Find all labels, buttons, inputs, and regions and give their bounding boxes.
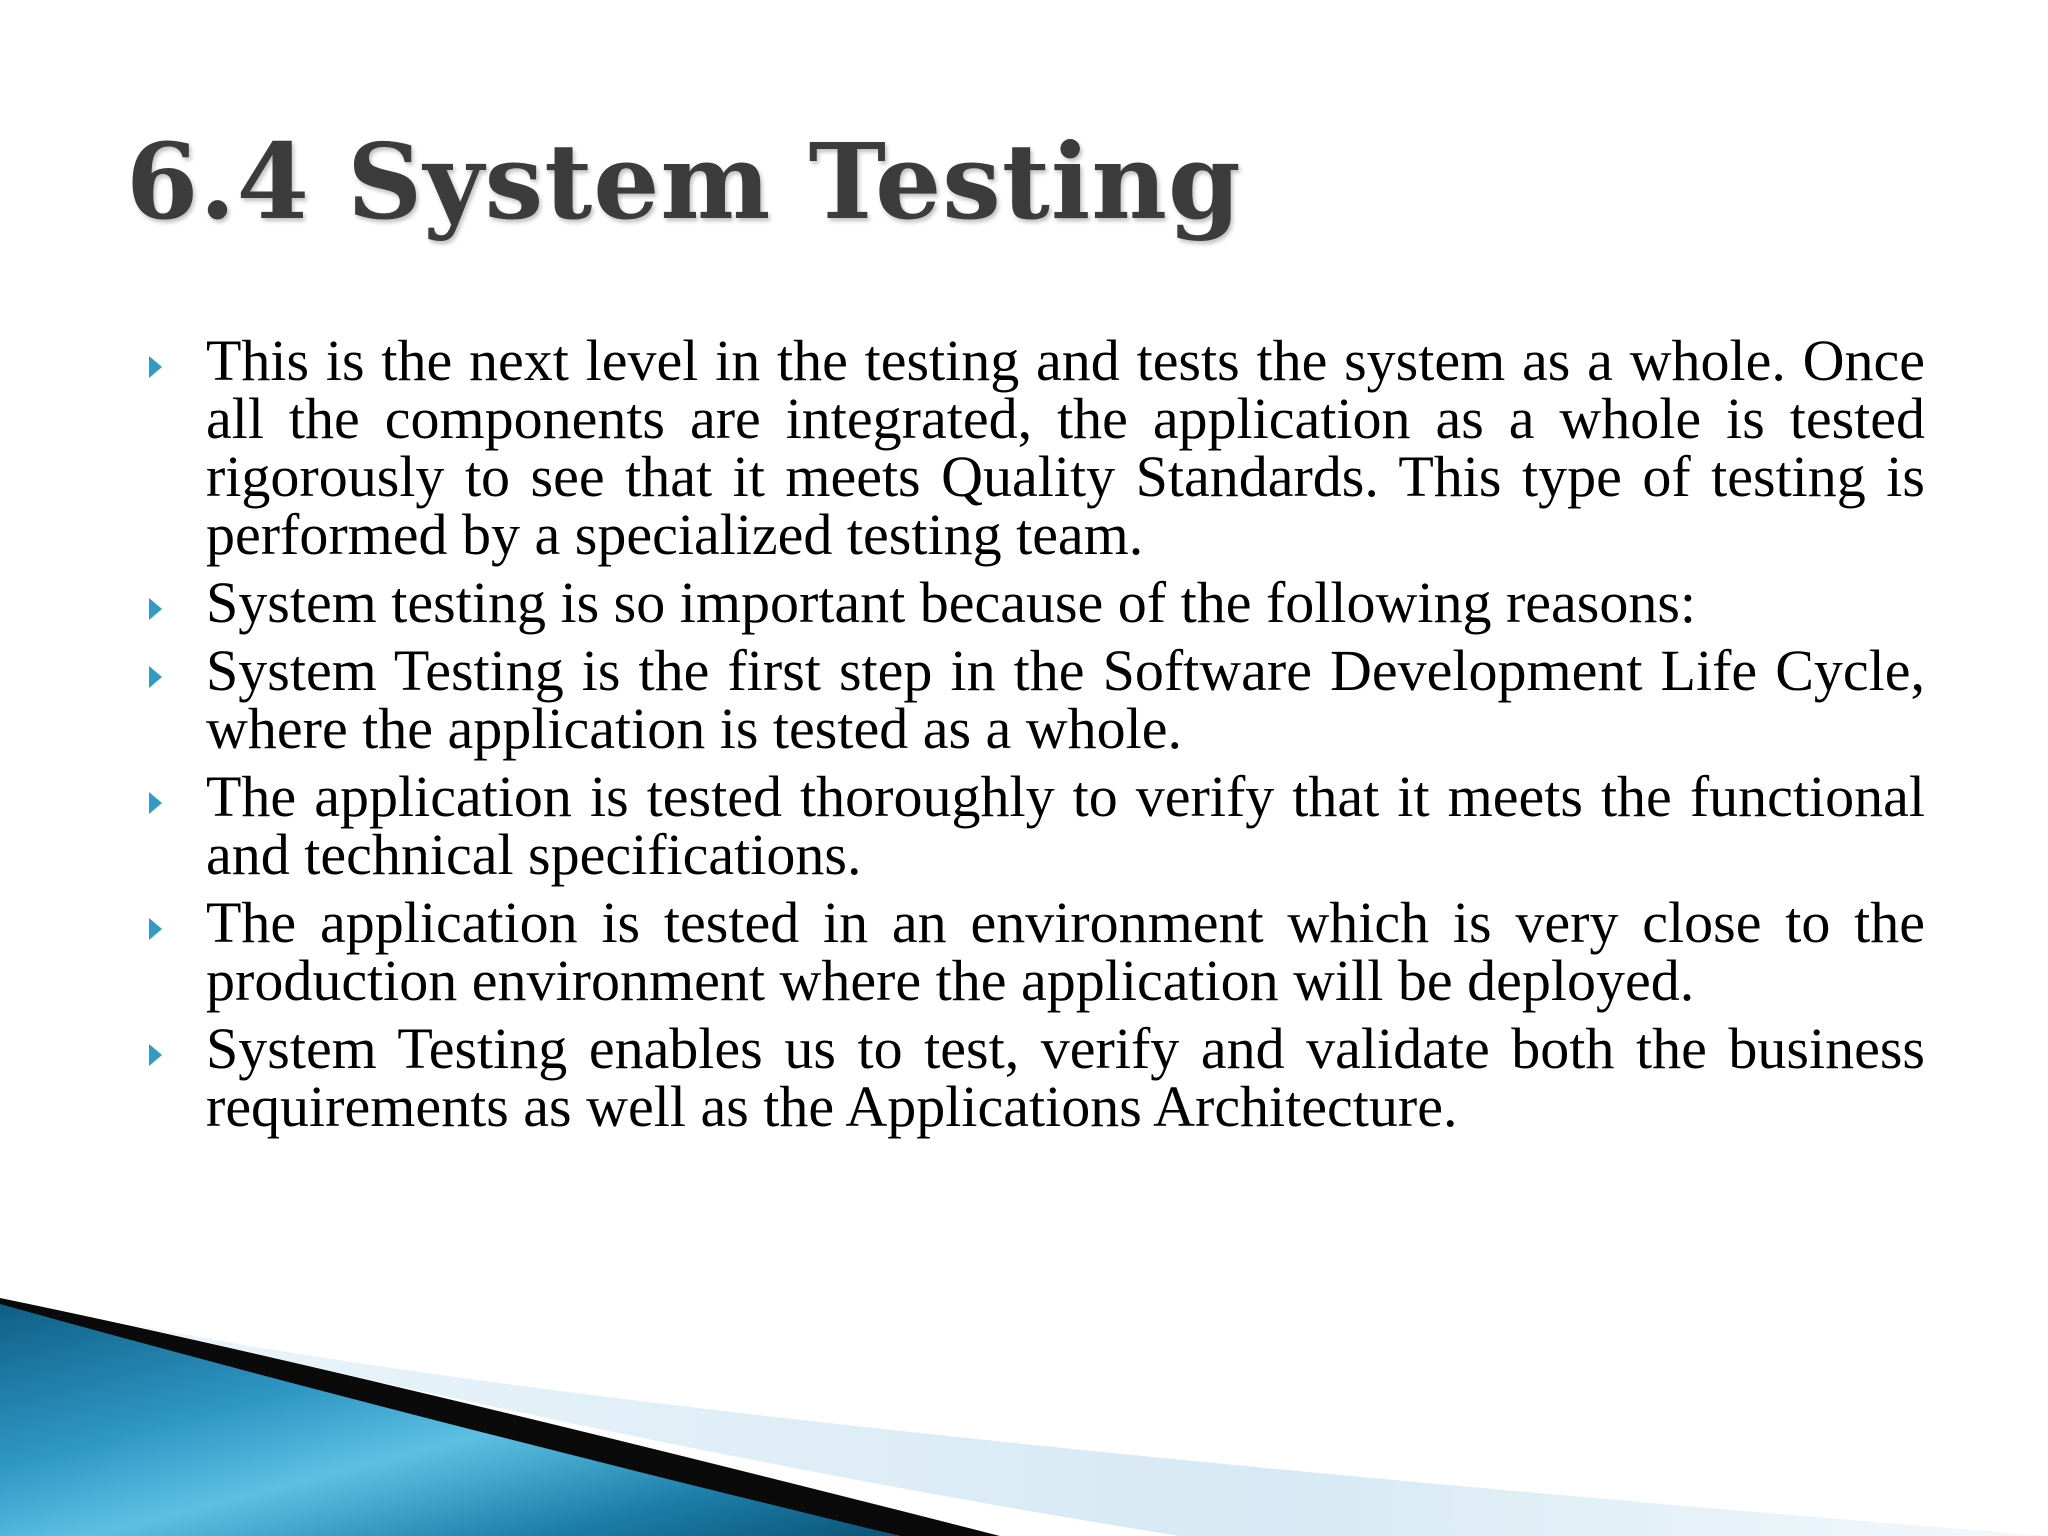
bullet-text: System testing is so important because of the following reasons: [206,570,1697,635]
decorative-swoosh [0,1260,2048,1536]
slide-title: 6.4 System Testing [126,120,1242,243]
bullet-text: This is the next level in the testing and tests the system as a whole. Once all the components are integrated, the application as a whole is tested rigorously to see that it meets Quality Standards. This type of testing is performed by a specialized testing team. [206,328,1925,567]
bullet-item [140,638,1925,761]
bullet-list [140,328,1925,1146]
bullet-text: The application is tested in an environment which is very close to the production environment where the application will be deployed. [206,890,1925,1013]
bullet-text: System Testing is the first step in the Software Development Life Cycle, where the application is tested as a whole. [206,638,1925,761]
bullet-item [140,328,1925,567]
bullet-text: System Testing enables us to test, verify and validate both the business requirements as well as the Applications Architecture. [206,1016,1925,1139]
bullet-item [140,1016,1925,1139]
triangle-right-icon [149,598,162,620]
bullet-item [140,764,1925,887]
triangle-right-icon [149,918,162,940]
bullet-item [140,570,1925,635]
triangle-right-icon [149,666,162,688]
bullet-text: The application is tested thoroughly to verify that it meets the functional and technical specifications. [206,764,1925,887]
bullet-item [140,890,1925,1013]
triangle-right-icon [149,792,162,814]
triangle-right-icon [149,1044,162,1066]
triangle-right-icon [149,356,162,378]
